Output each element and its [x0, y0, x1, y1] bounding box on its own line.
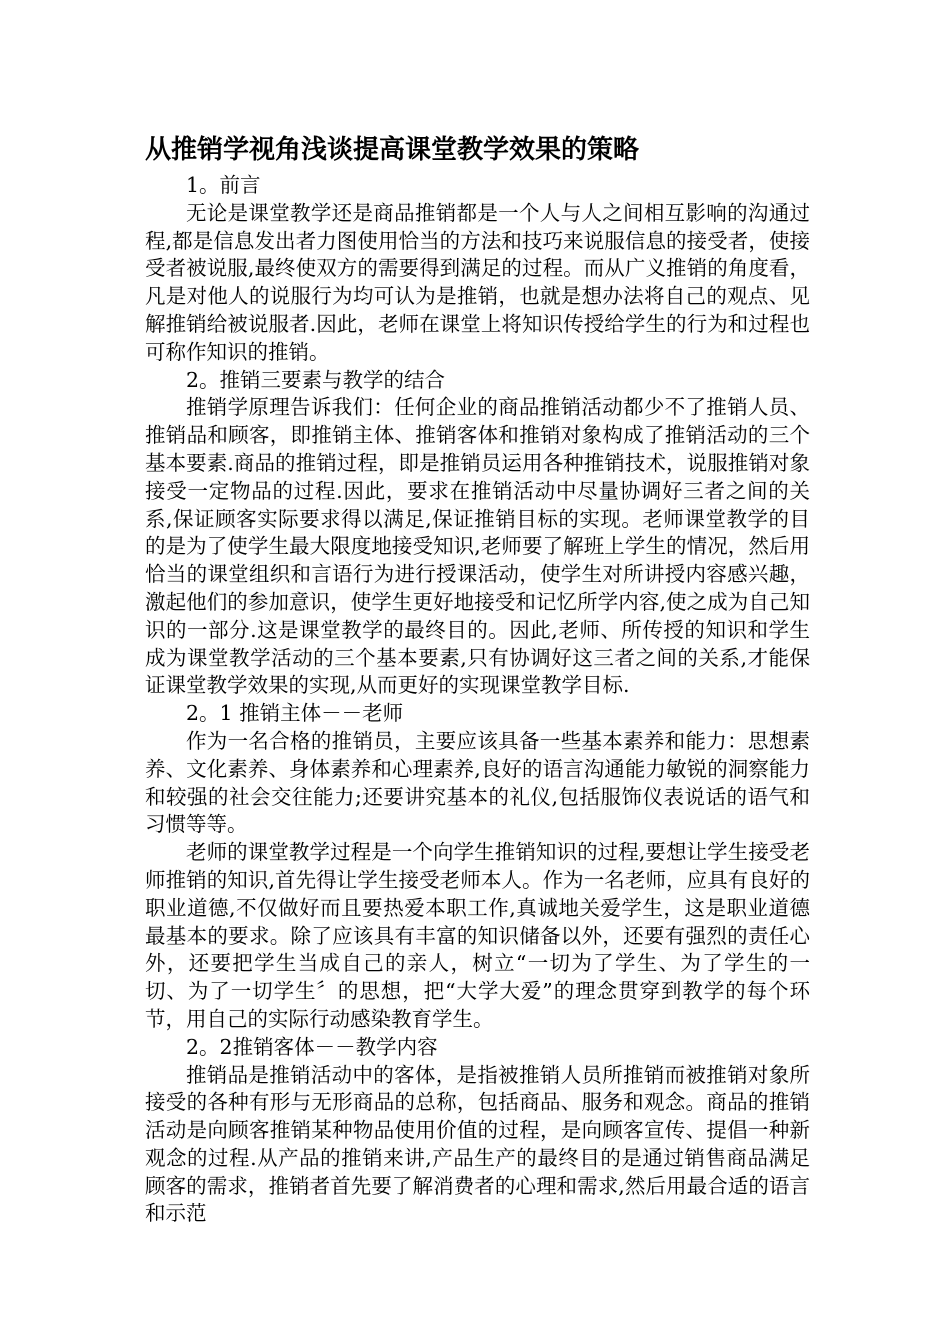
- paragraph: 无论是课堂教学还是商品推销都是一个人与人之间相互影响的沟通过程,都是信息发出者力图使用恰当的方法和技巧来说服信息的接受者，使接受者被说服,最终使双方的需要得到满足的过程。而从广义推销的角度看，凡是对他人的说服行为均可认为是推销，也就是想办法将自己的观点、见解推销给被说服者.因此，老师在课堂上将知识传授给学生的行为和过程也可称作知识的推销。: [145, 200, 810, 364]
- paragraph: 推销学原理告诉我们：任何企业的商品推销活动都少不了推销人员、推销品和顾客，即推销主体、推销客体和推销对象构成了推销活动的三个基本要素.商品的推销过程，即是推销员运用各种推销技术，说服推销对象接受一定物品的过程.因此，要求在推销活动中尽量协调好三者之间的关系,保证顾客实际要求得以满足,保证推销目标的实现。老师课堂教学的目的是为了使学生最大限度地接受知识,老师要了解班上学生的情况，然后用恰当的课堂组织和言语行为进行授课活动，使学生对所讲授内容感兴趣，激起他们的参加意识，使学生更好地接受和记忆所学内容,使之成为自己知识的一部分.这是课堂教学的最终目的。因此,老师、所传授的知识和学生成为课堂教学活动的三个基本要素,只有协调好这三者之间的关系,才能保证课堂教学效果的实现,从而更好的实现课堂教学目标.: [145, 395, 810, 698]
- paragraph: 作为一名合格的推销员，主要应该具备一些基本素养和能力：思想素养、文化素养、身体素养和心理素养,良好的语言沟通能力敏锐的洞察能力和较强的社会交往能力;还要讲究基本的礼仪,包括服饰仪表说话的语气和习惯等等。: [145, 728, 810, 837]
- paragraph-heading-subject: 2。1 推销主体－－老师: [186, 701, 404, 726]
- paragraph-heading-intro: 1。前言: [186, 173, 261, 197]
- document-title: 从推销学视角浅谈提高课堂教学效果的策略: [145, 135, 640, 165]
- paragraph: 老师的课堂教学过程是一个向学生推销知识的过程,要想让学生接受老师推销的知识,首先得让学生接受老师本人。作为一名老师，应具有良好的职业道德,不仅做好而且要热爱本职工作,真诚地关爱学生，这是职业道德最基本的要求。除了应该具有丰富的知识储备以外，还要有强烈的责任心外，还要把学生当成自己的亲人，树立“一切为了学生、为了学生的一切、为了一切学生〞的思想，把“大学大爱”的理念贯穿到教学的每个环节，用自己的实际行动感染教育学生。: [145, 840, 810, 1031]
- paragraph-heading-object: 2。2推销客体－－教学内容: [186, 1034, 438, 1059]
- paragraph: 推销品是推销活动中的客体，是指被推销人员所推销而被推销对象所接受的各种有形与无形商品的总称，包括商品、服务和观念。商品的推销活动是向顾客推销某种物品使用价值的过程，是向顾客宣传、提倡一种新观念的过程.从产品的推销来讲,产品生产的最终目的是通过销售商品满足顾客的需求，推销者首先要了解消费者的心理和需求,然后用最合适的语言和示范: [145, 1062, 810, 1226]
- document-body: [145, 172, 810, 1228]
- paragraph-heading-three-elements: 2。推销三要素与教学的结合: [186, 367, 446, 392]
